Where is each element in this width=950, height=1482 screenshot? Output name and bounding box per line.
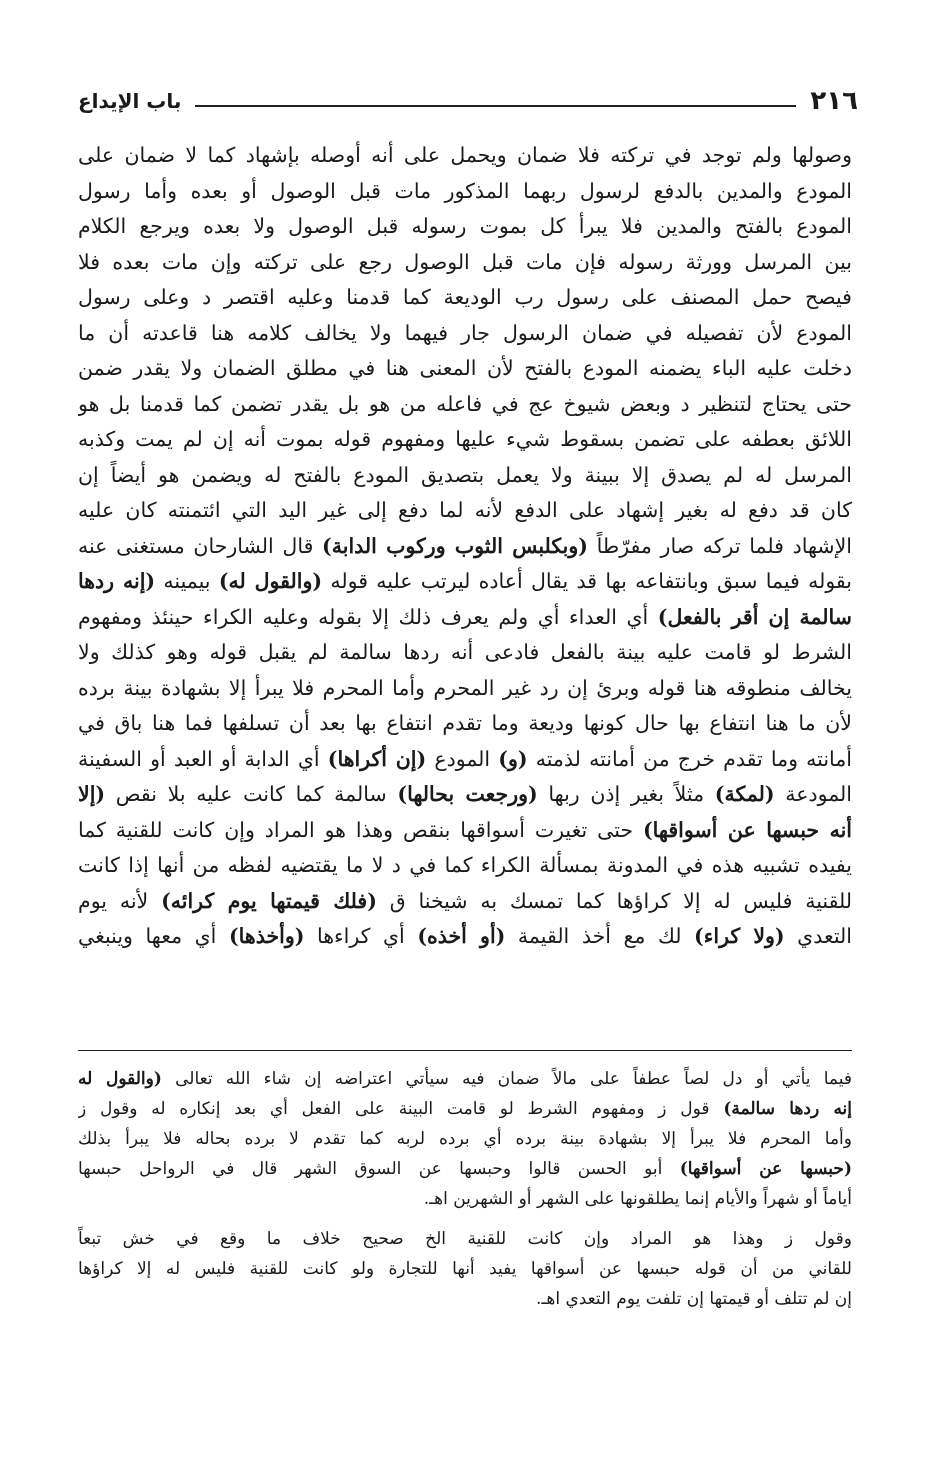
- line-text: أمانته وما تقدم خرج من أمانته لذمته: [527, 746, 852, 771]
- text-line: [78, 777, 852, 813]
- bold-quote-text: (ورجعت بحالها): [397, 782, 538, 806]
- bold-quote-text: (ولا كراء): [694, 924, 785, 948]
- line-text: وقول ز وهذا هو المراد وإن كانت للقنية الخ صحيح خلاف ما وقع في خش تبعاً: [78, 1229, 852, 1249]
- text-line: [78, 884, 852, 920]
- line-text: أي العداء أي ولم يعرف ذلك إلا بقوله وعليه الكراء حينئذ ومفهوم: [78, 604, 658, 629]
- line-text: الشرط لو قامت عليه بينة بالفعل فادعى أنه ردها سالمة لم يقبل قوله وهو كذلك ولا: [78, 640, 852, 664]
- text-line: [78, 245, 852, 281]
- chapter-title: باب الإيداع: [78, 89, 182, 113]
- line-text: وصولها ولم توجد في تركته فلا ضمان ويحمل على أنه أوصله بإشهاد كما لا ضمان على: [78, 143, 852, 167]
- header-rule: [195, 105, 796, 107]
- text-line: [78, 351, 852, 387]
- line-text: لأنه يوم: [78, 888, 162, 913]
- line-text: بيمينه: [155, 569, 219, 593]
- bold-quote-text: (وبكلبس الثوب وركوب الدابة): [322, 533, 588, 558]
- bold-quote-text: (لمكة): [714, 782, 775, 806]
- text-line: [78, 742, 852, 778]
- bold-quote-text: (إلا: [78, 782, 106, 806]
- line-text: بين المرسل وورثة رسوله فإن مات قبل الوصول رجع على تركته وإن مات بعده فلا: [78, 249, 852, 274]
- line-text: اللائق بعطفه على تضمن بسقوط شيء عليها ومفهوم قوله بموت أنه إن لم يمت وكذبه: [78, 427, 852, 451]
- line-text: وأما المحرم فلا يبرأ إلا بشهادة بينة برده أي برده لربه كما تقدم لا برده بحاله فلا يبرأ بذلك: [78, 1129, 852, 1149]
- line-text: التعدي: [784, 924, 852, 948]
- line-text: إن لم تتلف أو قيمتها إن تلفت يوم التعدي اهـ.: [535, 1289, 852, 1309]
- footnote-line: [78, 1064, 852, 1094]
- footnote-separator: [78, 1050, 852, 1051]
- line-text: أياماً أو شهراً والأيام إنما يطلقونها على الشهر أو الشهرين اهـ.: [423, 1189, 852, 1209]
- page-header: [78, 76, 858, 116]
- text-line: [78, 600, 852, 636]
- text-line: [78, 422, 852, 458]
- text-line: [78, 174, 852, 210]
- text-line: [78, 316, 852, 352]
- line-text: أي معها وينبغي: [78, 924, 229, 948]
- text-line: [78, 529, 852, 565]
- text-line: [78, 138, 852, 174]
- footnote-line: [78, 1224, 852, 1254]
- text-line: [78, 706, 852, 742]
- line-text: المودعة: [774, 782, 852, 806]
- line-text: المرسل له لم يصدق إلا ببينة ولا يعمل بتصديق المودع بالفتح له ويضمن هو أيضاً إن: [78, 462, 852, 487]
- text-line: [78, 493, 852, 529]
- bold-quote-text: (والقول له): [218, 569, 323, 593]
- text-line: [78, 209, 852, 245]
- bold-quote-text: (إن أكراها): [327, 746, 427, 771]
- line-text: أبو الحسن قالوا وحبسها عن السوق الشهر قال في الرواحل حبسها: [78, 1159, 680, 1179]
- line-text: حتى يحتاج لتنظير د وبعض شيوخ عج في فاعله من هو بل يقدر تضمن كما قدمنا بل هو: [78, 391, 852, 416]
- footnote-line: [78, 1094, 852, 1124]
- line-text: قول ز ومفهوم الشرط لو قامت البينة على الفعل أي بعد إنكاره له وقول ز: [78, 1099, 724, 1119]
- line-text: يفيده تشبيه هذه في المدونة بمسألة الكراء كما في د لا ما يقتضيه لفظه من أنها إذا كانت: [78, 853, 852, 877]
- footnotes: [78, 1064, 852, 1364]
- line-text: الإشهاد فلما تركه صار مفرّطاً: [587, 533, 852, 558]
- text-line: [78, 671, 852, 707]
- line-text: بقوله فيما سبق وبانتفاعه بها قد يقال أعاده ليرتب عليه قوله: [322, 569, 852, 593]
- line-text: أي كراءها: [304, 924, 418, 948]
- line-text: لك مع أخذ القيمة: [505, 924, 695, 948]
- bold-quote-text: (وأخذها): [228, 924, 305, 948]
- bold-quote-text: أنه حبسها عن أسواقها): [642, 817, 852, 842]
- bold-quote-text: (فلك قيمتها يوم كرائه): [161, 888, 377, 913]
- bold-quote-text: (والقول له: [78, 1069, 162, 1089]
- line-text: قال الشارحان مستغنى عنه: [78, 533, 323, 558]
- line-text: سالمة كما كانت عليه بلا نقص: [105, 782, 398, 806]
- text-line: [78, 564, 852, 600]
- line-text: مثلاً بغير إذن ربها: [537, 782, 715, 806]
- bold-quote-text: (أو أخذه): [417, 924, 506, 948]
- footnote-line: [78, 1154, 852, 1184]
- line-text: المودع بالفتح والمدين فلا يبرأ كل بموت رسوله قبل الوصول ولا بعده ويرجع الكلام: [78, 214, 852, 238]
- line-text: المودع: [426, 746, 499, 771]
- text-line: [78, 813, 852, 849]
- footnote-line: [78, 1124, 852, 1154]
- text-line: [78, 387, 852, 423]
- line-text: دخلت عليه الباء يضمنه المودع بالفتح لأن المعنى هنا في مطلق الضمان ولا يقدر ضمن: [78, 356, 852, 380]
- bold-quote-text: سالمة إن أقر بالفعل): [657, 604, 852, 629]
- main-text-body: [78, 138, 852, 1040]
- text-line: [78, 848, 852, 884]
- line-text: فيصح حمل المصنف على رسول رب الوديعة كما قدمنا وعليه اقتصر د وعلى رسول: [78, 285, 852, 309]
- bold-quote-text: إنه ردها سالمة): [723, 1099, 852, 1119]
- line-text: حتى تغيرت أسواقها بنقص وهذا هو المراد وإن كانت للقنية كما: [78, 817, 643, 842]
- text-line: [78, 919, 852, 955]
- bold-quote-text: (إنه ردها: [78, 569, 156, 593]
- line-text: للقاني من أن قوله حبسها عن أسواقها يفيد أنها للتجارة ولو كانت للقنية فليس له إلا كراؤها: [78, 1259, 852, 1279]
- page-number: ٢١٦: [810, 86, 858, 116]
- text-line: [78, 458, 852, 494]
- line-text: كان قد دفع له بغير إشهاد على الدفع لأنه لما دفع إلى غير اليد التي ائتمنته كان عليه: [78, 498, 852, 522]
- footnote-line: [78, 1284, 852, 1314]
- line-text: المودع لأن تفصيله في ضمان الرسول جار فيهما ولا يخالف كلامه هنا قاعدته أن ما: [78, 320, 852, 345]
- text-line: [78, 280, 852, 316]
- bold-quote-text: (و): [498, 746, 528, 771]
- line-text: يخالف منطوقه هنا قوله وبرئ إن رد غير المحرم وأما المحرم فلا يبرأ إلا بشهادة بينة برده: [78, 675, 852, 700]
- line-text: لأن ما هنا انتفاع بها حال كونها وديعة وما تقدم انتفاع بها بعد أن تسلفها فما هنا باق في: [78, 711, 852, 735]
- line-text: للقنية فليس له إلا كراؤها كما تمسك به شيخنا ق: [376, 888, 852, 913]
- footnote-line: [78, 1254, 852, 1284]
- text-line: [78, 635, 852, 671]
- line-text: أي الدابة أو العبد أو السفينة: [78, 746, 328, 771]
- footnote-line: [78, 1184, 852, 1214]
- line-text: فيما يأتي أو دل لصاً عطفاً على مالاً ضمان فيه سيأتي اعتراضه إن شاء الله تعالى: [161, 1069, 852, 1089]
- bold-quote-text: (حبسها عن أسواقها): [679, 1159, 852, 1179]
- line-text: المودع والمدين بالدفع لرسول ربهما المذكور مات قبل الوصول أو بعده وأما رسول: [78, 178, 852, 203]
